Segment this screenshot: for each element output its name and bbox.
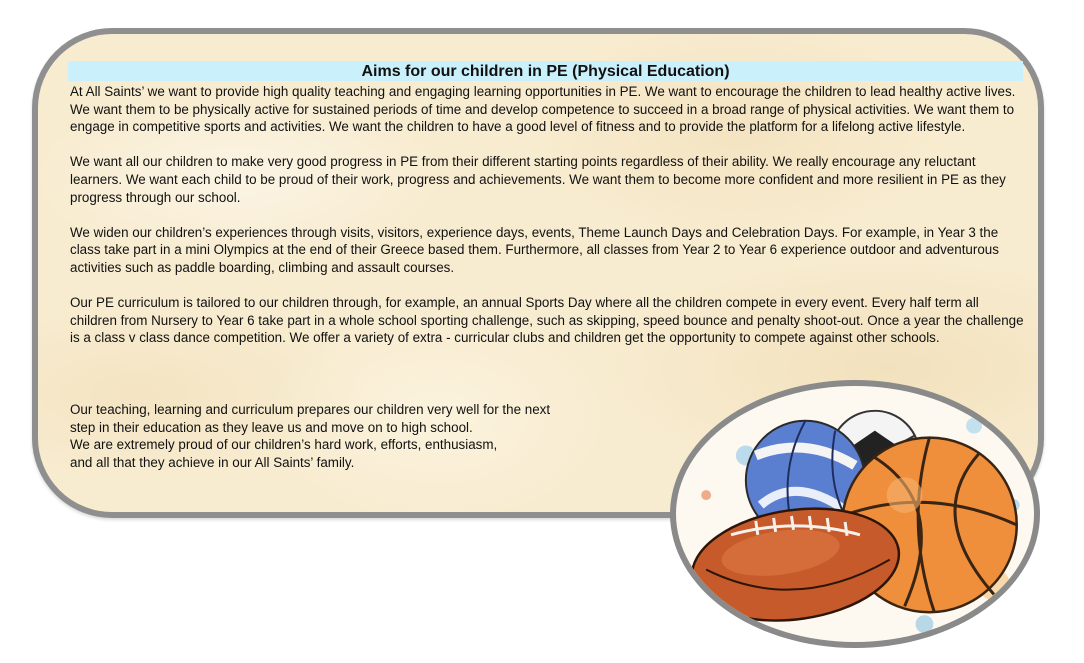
closing-line: We are extremely proud of our children’s hard work, efforts, enthusiasm, [70, 437, 498, 453]
paragraph-intro: At All Saints’ we want to provide high quality teaching and engaging learning opportunities in PE. We want to encourage the children to lead healthy active lives. We want them to be physically active for sustained periods of time and develop competence to succeed in a broad range of physical activities. We want them to engage in competitive sports and activities. We want the children to have a good level of fitness and to provide the platform for a lifelong active lifestyle. [70, 84, 1016, 135]
paragraph-curriculum: Our PE curriculum is tailored to our children through, for example, an annual Sports Day where all the children compete in every event. Every half term all children from Nursery to Year 6 take part in a whole school sporting challenge, such as skipping, speed bounce and penalty shoot-out. Once a year the challenge is a class v class dance competition. We offer a variety of extra - curricular clubs and children get the opportunity to compete against other schools. [70, 295, 1024, 346]
sports-balls-image [670, 380, 1040, 648]
closing-line: Our teaching, learning and curriculum prepares our children very well for the next [70, 402, 551, 417]
page-title: Aims for our children in PE (Physical Education) [68, 61, 1023, 81]
sports-balls-illustration-icon [676, 386, 1034, 642]
paragraph-experiences: We widen our children’s experiences through visits, visitors, experience days, events, Theme Launch Days and Celebration Days. For example, in Year 3 the class take part in a mini Olympics at the end of their Greece based them. Furthermore, all classes from Year 2 to Year 6 experience outdoor and adventurous activities such as paddle boarding, climbing and assault courses. [70, 224, 999, 275]
paragraph-progress: We want all our children to make very good progress in PE from their different starting points regardless of their ability. We really encourage any reluctant learners. We want each child to be proud of their work, progress and achievements. We want them to become more confident and more resilient in PE as they progress through our school. [70, 154, 1006, 205]
closing-text [70, 401, 670, 471]
closing-line: step in their education as they leave us and move on to high school. [70, 419, 473, 435]
body-text [70, 83, 1028, 365]
closing-line: and all that they achieve in our All Saints’ family. [70, 454, 355, 470]
